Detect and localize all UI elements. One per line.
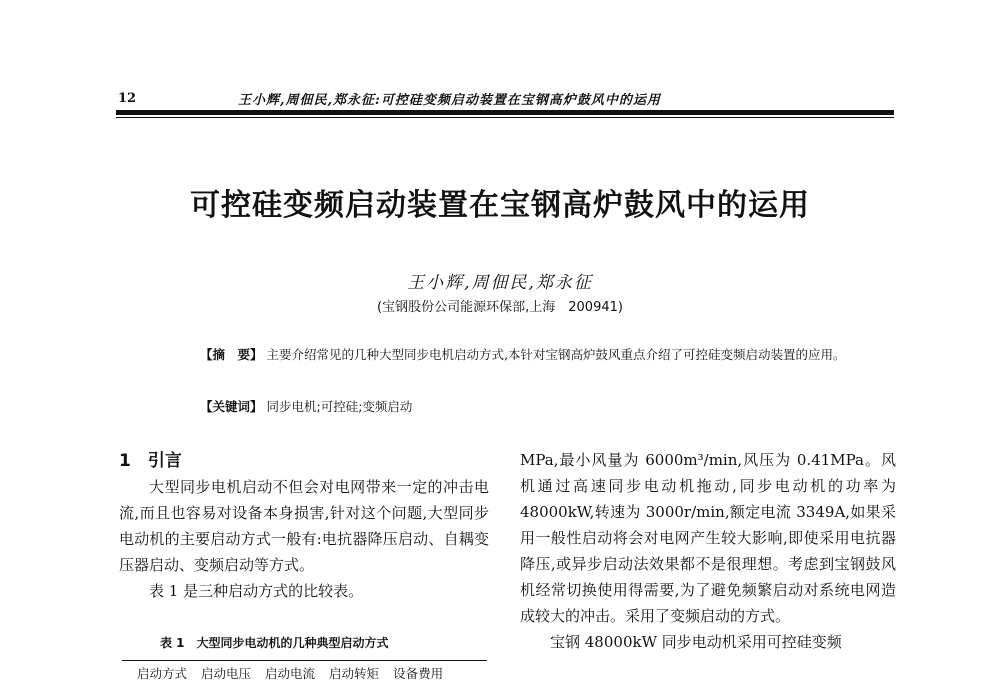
table-header-row bbox=[137, 664, 443, 682]
authors: 王小辉,周佃民,郑永征 bbox=[407, 273, 593, 293]
paper-title: 可控硅变频启动装置在宝钢高炉鼓风中的运用 bbox=[190, 188, 810, 223]
right-paragraph-2: 宝钢 48000kW 同步电动机采用可控硅变频 bbox=[550, 633, 842, 651]
abstract-text: 主要介绍常见的几种大型同步电机启动方式,本针对宝钢高炉鼓风重点介绍了可控硅变频启动装置的应用。 bbox=[266, 347, 846, 362]
table-header-cell: 启动电流 bbox=[265, 666, 316, 681]
right-column bbox=[520, 447, 896, 655]
table-top-rule bbox=[122, 660, 487, 661]
header-rule-thick bbox=[116, 110, 894, 115]
table-header-cell: 启动方式 bbox=[137, 666, 188, 681]
keywords-label: 【关键词】 bbox=[200, 399, 263, 414]
table-header-cell: 设备费用 bbox=[393, 666, 444, 681]
right-paragraph-1: MPa,最小风量为 6000m³/min,风压为 0.41MPa。风机通过高速同步电动机拖动,同步电动机的功率为 48000kW,转速为 3000r/min,额定电流 3349A,如果采用一般性启动将会对电网产生较大影响,即使采用电抗器降压,或异步启动法效果都不是很理想。考虑到宝钢鼓风机经常切换使用得需要,为了避免频繁启动对系统电网造成较大的冲击。采用了变频启动的方式。 bbox=[520, 451, 896, 625]
abstract bbox=[172, 343, 872, 367]
abstract-label: 【摘 要】 bbox=[200, 347, 263, 362]
table-header-cell: 启动电压 bbox=[201, 666, 252, 681]
table-header-cell: 启动转矩 bbox=[329, 666, 380, 681]
intro-paragraph: 大型同步电机启动不但会对电网带来一定的冲击电流,而且也容易对设备本身损害,针对这个问题,大型同步电动机的主要启动方式一般有:电抗器降压启动、自耦变压器启动、变频启动等方式。 bbox=[119, 478, 489, 574]
page-number: 12 bbox=[118, 91, 137, 106]
running-title: 王小辉,周佃民,郑永征:可控硅变频启动装置在宝钢高炉鼓风中的运用 bbox=[238, 93, 661, 108]
table-reference-paragraph: 表 1 是三种启动方式的比较表。 bbox=[149, 582, 364, 600]
keywords-text: 同步电机;可控硅;变频启动 bbox=[266, 399, 413, 414]
keywords bbox=[200, 397, 412, 415]
section-heading: 1 引言 bbox=[119, 451, 182, 471]
table-caption: 表 1 大型同步电动机的几种典型启动方式 bbox=[160, 636, 389, 650]
header-rule-thin bbox=[116, 117, 894, 118]
left-column bbox=[119, 474, 489, 604]
affiliation: (宝钢股份公司能源环保部,上海 200941) bbox=[377, 300, 623, 315]
